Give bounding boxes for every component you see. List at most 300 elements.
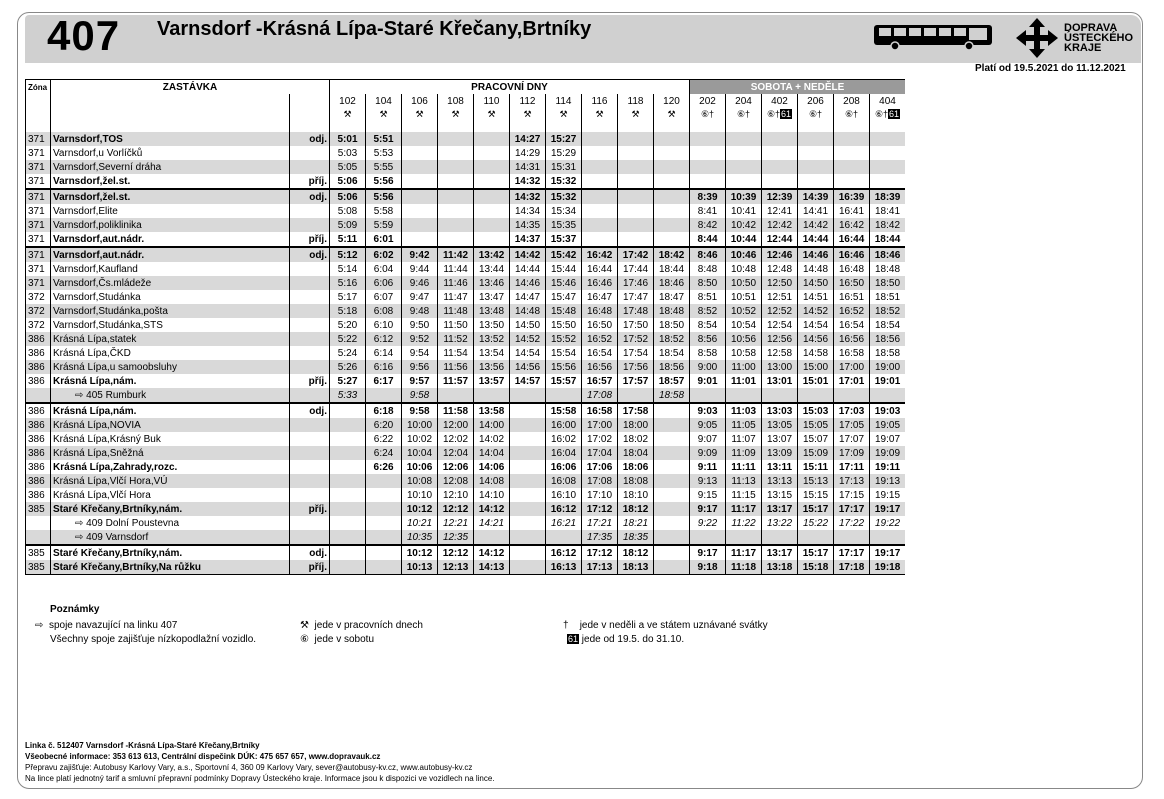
trip-symbol: ⑥† [834, 108, 870, 132]
departure-time: 5:18 [330, 304, 366, 318]
departure-time [654, 502, 690, 516]
departure-time: 15:01 [798, 374, 834, 388]
departure-time: 15:58 [546, 403, 582, 418]
note-connection: ⇨ spoje navazující na linku 407 [35, 620, 178, 631]
departure-time [762, 530, 798, 545]
departure-time [690, 388, 726, 403]
departure-time: 8:48 [690, 262, 726, 276]
departure-time: 14:34 [510, 204, 546, 218]
departure-time [510, 403, 546, 418]
stop-name: Varnsdorf,poliklinika [51, 218, 290, 232]
departure-time: 9:01 [690, 374, 726, 388]
departure-time: 12:12 [438, 545, 474, 560]
departure-time: 8:42 [690, 218, 726, 232]
departure-time: 12:46 [762, 247, 798, 262]
departure-time [726, 160, 762, 174]
departure-time: 6:22 [366, 432, 402, 446]
departure-time [654, 189, 690, 204]
stop-name: Varnsdorf,Studánka,STS [51, 318, 290, 332]
departure-time [618, 204, 654, 218]
departure-time: 10:10 [402, 488, 438, 502]
departure-time: 16:50 [834, 276, 870, 290]
departure-time [834, 132, 870, 146]
departure-time: 18:52 [654, 332, 690, 346]
departure-time [510, 530, 546, 545]
departure-time: 14:04 [474, 446, 510, 460]
trip-number: 104 [366, 94, 402, 108]
stop-zone: 371 [26, 204, 51, 218]
departure-time [690, 132, 726, 146]
departure-time [870, 530, 906, 545]
departure-time: 18:44 [654, 262, 690, 276]
departure-time [834, 160, 870, 174]
stop-direction [290, 204, 330, 218]
departure-time [510, 516, 546, 530]
departure-time: 11:47 [438, 290, 474, 304]
note-saturday: ⑥ jede v sobotu [300, 634, 375, 645]
departure-time: 6:08 [366, 304, 402, 318]
departure-time [510, 545, 546, 560]
departure-time: 16:44 [582, 262, 618, 276]
trip-number: 206 [798, 94, 834, 108]
departure-time [654, 232, 690, 247]
stop-direction: příj. [290, 174, 330, 189]
departure-time: 15:42 [546, 247, 582, 262]
departure-time [762, 132, 798, 146]
departure-time: 5:16 [330, 276, 366, 290]
departure-time: 14:48 [510, 304, 546, 318]
departure-time: 18:02 [618, 432, 654, 446]
departure-time: 17:00 [834, 360, 870, 374]
departure-time [438, 218, 474, 232]
stop-direction [290, 332, 330, 346]
stop-direction: příj. [290, 502, 330, 516]
departure-time: 19:17 [870, 545, 906, 560]
stop-name: Krásná Lípa,Sněžná [51, 446, 290, 460]
departure-time: 12:54 [762, 318, 798, 332]
departure-time: 18:10 [618, 488, 654, 502]
departure-time: 11:18 [726, 560, 762, 575]
footer-line-info: Linka č. 512407 Varnsdorf -Krásná Lípa-Staré Křečany,Brtníky [25, 741, 260, 750]
departure-time: 15:32 [546, 174, 582, 189]
departure-time [510, 560, 546, 575]
stop-direction: odj. [290, 189, 330, 204]
departure-time [654, 218, 690, 232]
departure-time: 13:03 [762, 403, 798, 418]
departure-time: 11:58 [438, 403, 474, 418]
departure-time [510, 418, 546, 432]
departure-time [474, 174, 510, 189]
departure-time: 19:17 [870, 502, 906, 516]
departure-time: 9:15 [690, 488, 726, 502]
departure-time [510, 388, 546, 403]
table-row [26, 290, 906, 304]
table-row [26, 516, 906, 530]
departure-time [654, 418, 690, 432]
departure-time: 19:22 [870, 516, 906, 530]
departure-time [474, 218, 510, 232]
departure-time: 14:41 [798, 204, 834, 218]
table-row [26, 432, 906, 446]
departure-time: 13:47 [474, 290, 510, 304]
departure-time [618, 232, 654, 247]
departure-time: 18:06 [618, 460, 654, 474]
stop-zone: 371 [26, 247, 51, 262]
departure-time: 15:32 [546, 189, 582, 204]
departure-time: 16:12 [546, 545, 582, 560]
departure-time: 15:27 [546, 132, 582, 146]
departure-time [654, 530, 690, 545]
departure-time: 11:11 [726, 460, 762, 474]
stop-direction [290, 218, 330, 232]
stop-direction: odj. [290, 247, 330, 262]
table-row [26, 360, 906, 374]
departure-time: 13:42 [474, 247, 510, 262]
departure-time: 9:47 [402, 290, 438, 304]
stop-zone: 371 [26, 232, 51, 247]
departure-time [726, 530, 762, 545]
departure-time: 15:44 [546, 262, 582, 276]
departure-time [654, 132, 690, 146]
stop-direction: odj. [290, 132, 330, 146]
departure-time: 18:56 [654, 360, 690, 374]
departure-time: 17:17 [834, 502, 870, 516]
departure-time: 15:22 [798, 516, 834, 530]
departure-time: 6:04 [366, 262, 402, 276]
departure-time [474, 232, 510, 247]
table-row [26, 388, 906, 403]
stop-zone [26, 530, 51, 545]
stop-zone: 371 [26, 160, 51, 174]
trip-symbol: ⑥†61 [762, 108, 798, 132]
departure-time [438, 132, 474, 146]
stop-name: Krásná Lípa,nám. [51, 403, 290, 418]
stop-zone: 371 [26, 262, 51, 276]
departure-time: 18:35 [618, 530, 654, 545]
departure-time: 8:56 [690, 332, 726, 346]
stop-zone: 386 [26, 460, 51, 474]
departure-time: 14:46 [510, 276, 546, 290]
departure-time: 13:17 [762, 502, 798, 516]
departure-time: 9:52 [402, 332, 438, 346]
departure-time [762, 160, 798, 174]
departure-time: 6:02 [366, 247, 402, 262]
departure-time: 5:24 [330, 346, 366, 360]
departure-time: 18:12 [618, 502, 654, 516]
departure-time: 13:56 [474, 360, 510, 374]
departure-time [330, 488, 366, 502]
departure-time: 13:09 [762, 446, 798, 460]
departure-time [330, 474, 366, 488]
departure-time: 14:32 [510, 189, 546, 204]
departure-time: 15:54 [546, 346, 582, 360]
stop-zone: 372 [26, 304, 51, 318]
footer-tariff: Na lince platí jednotný tarif a smluvní přepravní podmínky Dopravy Ústeckého kraje. Informace jsou k dispozici ve vozidlech na lince. [25, 774, 495, 783]
departure-time [618, 160, 654, 174]
departure-time: 9:03 [690, 403, 726, 418]
departure-time: 17:00 [582, 418, 618, 432]
departure-time: 15:05 [798, 418, 834, 432]
departure-time [402, 232, 438, 247]
stop-name: Staré Křečany,Brtníky,nám. [51, 545, 290, 560]
departure-time: 9:44 [402, 262, 438, 276]
departure-time: 14:58 [798, 346, 834, 360]
table-row [26, 460, 906, 474]
stop-name: Krásná Lípa,u samoobsluhy [51, 360, 290, 374]
departure-time: 13:18 [762, 560, 798, 575]
departure-time [582, 132, 618, 146]
stop-zone: 386 [26, 374, 51, 388]
departure-time: 12:06 [438, 460, 474, 474]
departure-time: 14:46 [798, 247, 834, 262]
departure-time: 13:05 [762, 418, 798, 432]
departure-time: 18:48 [870, 262, 906, 276]
trip-number: 114 [546, 94, 582, 108]
stop-zone: 372 [26, 290, 51, 304]
departure-time: 14:52 [798, 304, 834, 318]
departure-time: 16:52 [582, 332, 618, 346]
departure-time: 14:31 [510, 160, 546, 174]
stop-zone: 371 [26, 174, 51, 189]
trip-number: 208 [834, 94, 870, 108]
trip-number-row [26, 94, 906, 108]
departure-time [726, 174, 762, 189]
departure-time [510, 446, 546, 460]
departure-time: 14:44 [798, 232, 834, 247]
departure-time: 17:13 [834, 474, 870, 488]
departure-time [546, 388, 582, 403]
departure-time: 6:26 [366, 460, 402, 474]
departure-time: 18:56 [870, 332, 906, 346]
stop-direction [290, 516, 330, 530]
departure-time: 14:12 [474, 502, 510, 516]
departure-time: 17:54 [618, 346, 654, 360]
departure-time [654, 474, 690, 488]
stop-zone: 386 [26, 360, 51, 374]
departure-time: 12:08 [438, 474, 474, 488]
table-row [26, 446, 906, 460]
stop-direction [290, 530, 330, 545]
departure-time: 13:58 [474, 403, 510, 418]
departure-time: 5:22 [330, 332, 366, 346]
table-row [26, 174, 906, 189]
stop-name: Krásná Lípa,ČKD [51, 346, 290, 360]
departure-time: 11:44 [438, 262, 474, 276]
departure-time: 11:15 [726, 488, 762, 502]
departure-time: 13:48 [474, 304, 510, 318]
trip-number: 404 [870, 94, 906, 108]
departure-time [798, 530, 834, 545]
trip-number: 204 [726, 94, 762, 108]
departure-time: 14:37 [510, 232, 546, 247]
stop-name: Varnsdorf,aut.nádr. [51, 247, 290, 262]
departure-time: 17:04 [582, 446, 618, 460]
departure-time [618, 189, 654, 204]
stop-direction [290, 262, 330, 276]
departure-time [330, 530, 366, 545]
trip-symbol: ⚒ [654, 108, 690, 132]
departure-time: 5:20 [330, 318, 366, 332]
departure-time: 18:58 [870, 346, 906, 360]
departure-time [438, 174, 474, 189]
departure-time: 14:29 [510, 146, 546, 160]
stop-name: Varnsdorf,Severní dráha [51, 160, 290, 174]
departure-time [654, 174, 690, 189]
departure-time: 15:50 [546, 318, 582, 332]
stop-name: Krásná Lípa,Zahrady,rozc. [51, 460, 290, 474]
departure-time: 10:04 [402, 446, 438, 460]
table-row [26, 545, 906, 560]
departure-time [366, 560, 402, 575]
departure-time: 11:22 [726, 516, 762, 530]
departure-time [726, 146, 762, 160]
stop-name: Krásná Lípa,Krásný Buk [51, 432, 290, 446]
departure-time: 10:44 [726, 232, 762, 247]
departure-time [330, 418, 366, 432]
trip-symbol: ⑥†61 [870, 108, 906, 132]
trip-number: 402 [762, 94, 798, 108]
departure-time [510, 488, 546, 502]
departure-time: 10:54 [726, 318, 762, 332]
stop-zone: 385 [26, 545, 51, 560]
duk-logo-icon [1012, 18, 1062, 58]
departure-time [654, 488, 690, 502]
trip-symbol: ⚒ [438, 108, 474, 132]
departure-time: 14:35 [510, 218, 546, 232]
trip-number: 102 [330, 94, 366, 108]
departure-time: 8:44 [690, 232, 726, 247]
departure-time: 11:01 [726, 374, 762, 388]
departure-time [474, 132, 510, 146]
departure-time: 14:12 [474, 545, 510, 560]
departure-time: 16:12 [546, 502, 582, 516]
departure-time: 17:52 [618, 332, 654, 346]
departure-time: 18:12 [618, 545, 654, 560]
departure-time [870, 132, 906, 146]
departure-time [438, 189, 474, 204]
departure-time: 18:48 [654, 304, 690, 318]
departure-time: 13:54 [474, 346, 510, 360]
departure-time: 19:09 [870, 446, 906, 460]
departure-time: 18:54 [870, 318, 906, 332]
departure-time: 16:51 [834, 290, 870, 304]
departure-time: 14:06 [474, 460, 510, 474]
stop-direction [290, 488, 330, 502]
stop-direction [290, 360, 330, 374]
departure-time: 16:02 [546, 432, 582, 446]
departure-time [366, 516, 402, 530]
departure-time: 16:52 [834, 304, 870, 318]
departure-time: 11:05 [726, 418, 762, 432]
table-row [26, 132, 906, 146]
departure-time: 6:06 [366, 276, 402, 290]
departure-time: 17:22 [834, 516, 870, 530]
stop-direction [290, 276, 330, 290]
stop-name: Varnsdorf,aut.nádr. [51, 232, 290, 247]
departure-time [582, 160, 618, 174]
departure-time: 18:52 [870, 304, 906, 318]
departure-time [438, 388, 474, 403]
departure-time: 17:58 [618, 403, 654, 418]
stop-name: Krásná Lípa,nám. [51, 374, 290, 388]
departure-time: 19:01 [870, 374, 906, 388]
departure-time [726, 132, 762, 146]
stop-zone [26, 516, 51, 530]
stop-name: Varnsdorf,Elite [51, 204, 290, 218]
departure-time: 13:22 [762, 516, 798, 530]
departure-time: 12:48 [762, 262, 798, 276]
departure-time: 6:16 [366, 360, 402, 374]
departure-time: 17:09 [834, 446, 870, 460]
departure-time: 13:07 [762, 432, 798, 446]
departure-time: 19:11 [870, 460, 906, 474]
departure-time [330, 545, 366, 560]
stop-zone: 371 [26, 218, 51, 232]
departure-time [510, 432, 546, 446]
departure-time: 19:00 [870, 360, 906, 374]
departure-time: 8:51 [690, 290, 726, 304]
departure-time [834, 388, 870, 403]
departure-time: 10:12 [402, 502, 438, 516]
departure-time: 13:01 [762, 374, 798, 388]
stop-direction: odj. [290, 545, 330, 560]
departure-time [510, 460, 546, 474]
departure-time: 12:02 [438, 432, 474, 446]
stop-direction [290, 318, 330, 332]
departure-time: 13:15 [762, 488, 798, 502]
departure-time: 17:03 [834, 403, 870, 418]
departure-time: 12:04 [438, 446, 474, 460]
departure-time: 12:35 [438, 530, 474, 545]
departure-time [798, 174, 834, 189]
weekend-header: SOBOTA + NEDĚLE [690, 80, 906, 95]
departure-time: 16:48 [582, 304, 618, 318]
table-row [26, 332, 906, 346]
departure-time [582, 146, 618, 160]
departure-time [762, 174, 798, 189]
departure-time: 5:09 [330, 218, 366, 232]
departure-time: 6:17 [366, 374, 402, 388]
seasonal-badge: 61 [781, 109, 792, 119]
departure-time [798, 388, 834, 403]
table-row [26, 474, 906, 488]
table-row [26, 418, 906, 432]
stop-name: Varnsdorf,žel.st. [51, 174, 290, 189]
departure-time [330, 502, 366, 516]
departure-time: 17:05 [834, 418, 870, 432]
departure-time: 17:42 [618, 247, 654, 262]
departure-time [654, 446, 690, 460]
table-row [26, 262, 906, 276]
departure-time [582, 204, 618, 218]
departure-time: 6:20 [366, 418, 402, 432]
departure-time [618, 174, 654, 189]
departure-time: 11:09 [726, 446, 762, 460]
departure-time: 18:13 [618, 560, 654, 575]
departure-time: 14:44 [510, 262, 546, 276]
departure-time: 17:44 [618, 262, 654, 276]
departure-time [690, 146, 726, 160]
departure-time: 16:04 [546, 446, 582, 460]
departure-time: 19:18 [870, 560, 906, 575]
stop-name: Krásná Lípa,Vlčí Hora,VÚ [51, 474, 290, 488]
departure-time [366, 502, 402, 516]
departure-time: 16:47 [582, 290, 618, 304]
departure-time: 6:12 [366, 332, 402, 346]
departure-time [582, 218, 618, 232]
departure-time: 17:50 [618, 318, 654, 332]
departure-time: 16:42 [834, 218, 870, 232]
